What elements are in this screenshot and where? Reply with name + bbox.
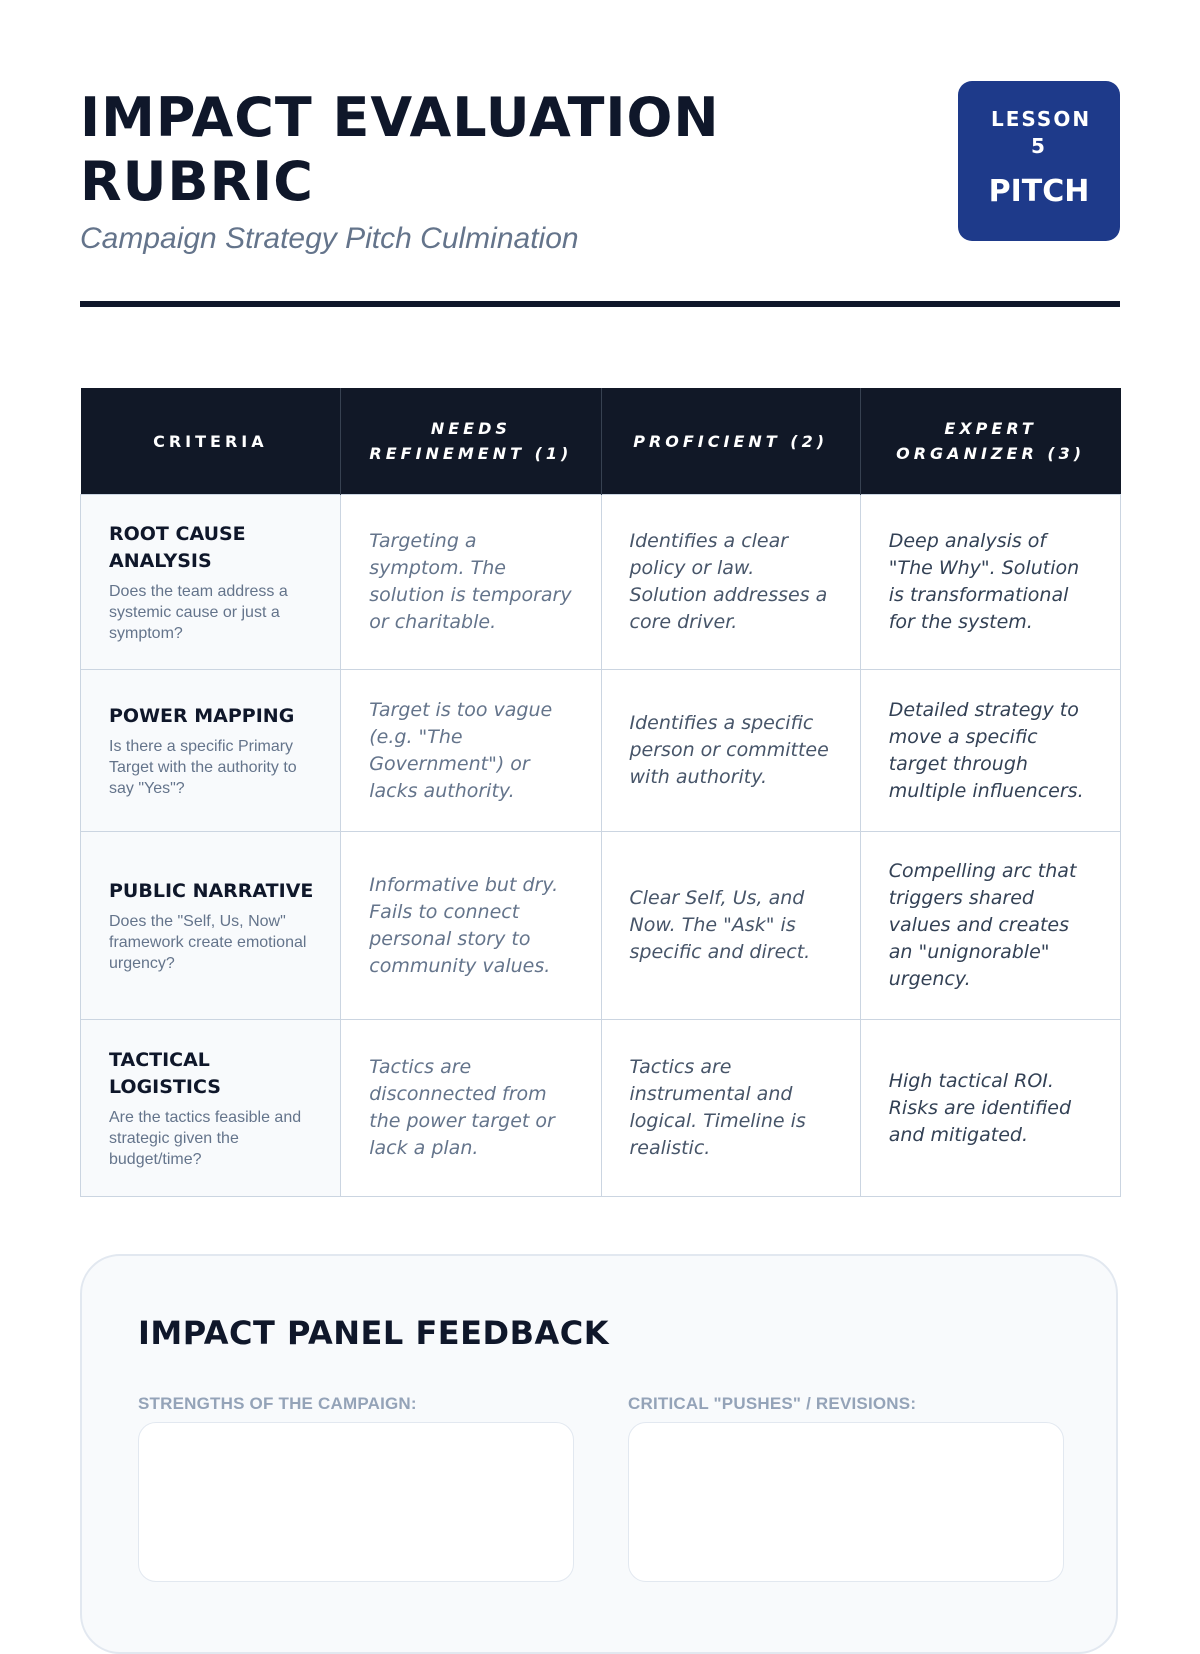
revisions-field[interactable]: [628, 1422, 1064, 1582]
page-title: IMPACT EVALUATION RUBRIC: [80, 86, 720, 213]
rubric-row-root-cause: [81, 495, 1121, 670]
needs-refinement-cell: [341, 495, 601, 670]
page-subtitle: Campaign Strategy Pitch Culmination: [80, 222, 579, 255]
expert-cell: [860, 495, 1120, 670]
rubric-header-row: [81, 388, 1121, 495]
rubric-row-power-mapping: [81, 670, 1121, 832]
rubric-row-public-narrative: [81, 832, 1121, 1020]
column-header-criteria: CRITERIA: [81, 388, 341, 495]
needs-refinement-text: Targeting a symptom. The solution is temporary or charitable.: [369, 530, 572, 633]
criteria-question: Is there a specific Primary Target with the authority to say "Yes"?: [109, 737, 297, 797]
rubric-table: [80, 388, 1121, 1197]
expert-cell: [860, 1020, 1120, 1197]
criteria-name: PUBLIC NARRATIVE: [109, 879, 314, 902]
lesson-number: LESSON 5: [991, 107, 1092, 158]
proficient-text: Identifies a specific person or committee with authority.: [629, 712, 829, 788]
criteria-cell: [81, 670, 341, 832]
criteria-question: Does the team address a systemic cause or just a symptom?: [109, 582, 288, 642]
criteria-name: POWER MAPPING: [109, 704, 295, 727]
column-header-needs-refinement: NEEDS REFINEMENT (1): [341, 388, 601, 495]
column-header-proficient: PROFICIENT (2): [601, 388, 860, 495]
expert-text: High tactical ROI. Risks are identified and mitigated.: [888, 1069, 1072, 1146]
needs-refinement-cell: [341, 832, 601, 1020]
page-header: [80, 86, 1120, 308]
needs-refinement-cell: [341, 670, 601, 832]
expert-text: Detailed strategy to move a specific target through multiple influencers.: [888, 698, 1084, 802]
strengths-label: STRENGTHS OF THE CAMPAIGN:: [138, 1394, 417, 1413]
criteria-question: Are the tactics feasible and strategic given the budget/time?: [109, 1108, 302, 1168]
criteria-cell: [81, 832, 341, 1020]
proficient-cell: [601, 832, 860, 1020]
criteria-name: ROOT CAUSE ANALYSIS: [109, 522, 246, 572]
needs-refinement-text: Informative but dry. Fails to connect personal story to community values.: [369, 873, 559, 977]
header-divider: [80, 301, 1120, 307]
criteria-question: Does the "Self, Us, Now" framework create emotional urgency?: [109, 912, 307, 972]
expert-cell: [860, 832, 1120, 1020]
column-header-expert-organizer: EXPERT ORGANIZER (3): [860, 388, 1120, 495]
proficient-cell: [601, 495, 860, 670]
expert-text: Compelling arc that triggers shared values and creates an "unignorable" urgency.: [888, 860, 1077, 990]
criteria-cell: [81, 1020, 341, 1197]
feedback-panel: [80, 1254, 1118, 1654]
needs-refinement-text: Tactics are disconnected from the power target or lack a plan.: [369, 1056, 555, 1159]
needs-refinement-text: Target is too vague (e.g. "The Government") or lacks authority.: [369, 698, 553, 802]
strengths-field[interactable]: [138, 1422, 574, 1582]
expert-text: Deep analysis of "The Why". Solution is transformational for the system.: [888, 530, 1080, 633]
lesson-badge-label: PITCH: [988, 174, 1090, 209]
criteria-name: TACTICAL LOGISTICS: [109, 1048, 221, 1098]
expert-cell: [860, 670, 1120, 832]
feedback-title: IMPACT PANEL FEEDBACK: [138, 1314, 610, 1352]
proficient-text: Clear Self, Us, and Now. The "Ask" is specific and direct.: [629, 887, 811, 963]
needs-refinement-cell: [341, 1020, 601, 1197]
proficient-cell: [601, 670, 860, 832]
proficient-text: Tactics are instrumental and logical. Timeline is realistic.: [629, 1056, 806, 1159]
proficient-cell: [601, 1020, 860, 1197]
lesson-badge: [958, 81, 1120, 241]
criteria-cell: [81, 495, 341, 670]
proficient-text: Identifies a clear policy or law. Solution addresses a core driver.: [629, 530, 828, 633]
rubric-row-tactical-logistics: [81, 1020, 1121, 1197]
revisions-label: CRITICAL "PUSHES" / REVISIONS:: [628, 1394, 917, 1413]
